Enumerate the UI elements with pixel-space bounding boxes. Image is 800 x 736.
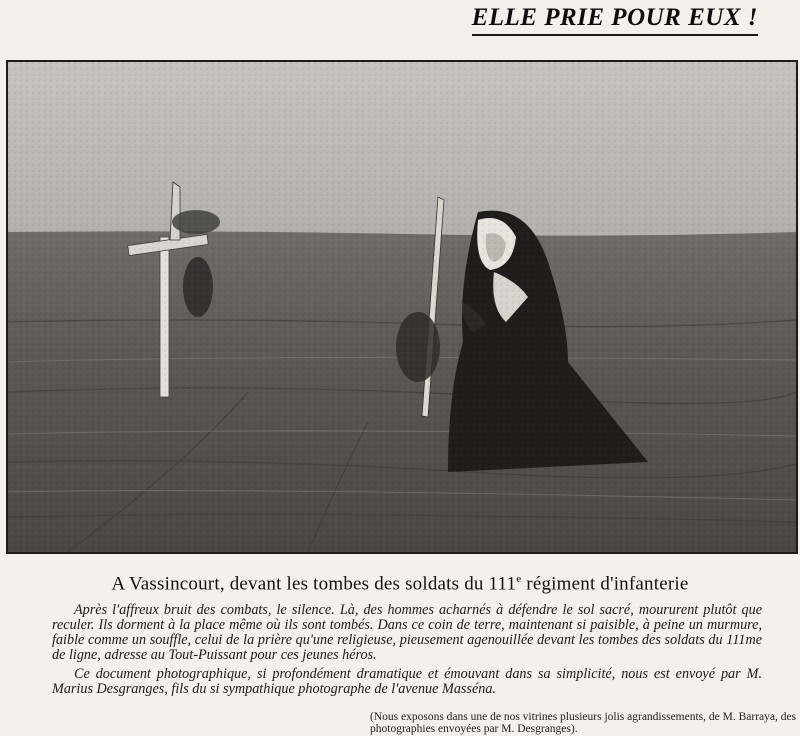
article-body	[52, 603, 762, 697]
photo-caption-title	[0, 573, 800, 595]
caption-title-superscript: e	[516, 573, 522, 585]
photograph	[6, 60, 798, 554]
exhibition-note: (Nous exposons dans une de nos vitrines plusieurs jolis agrandissements, de M. Barraya, des photographies envoyées par M. Desgranges).	[370, 711, 797, 735]
article-paragraph-1: Après l'affreux bruit des combats, le silence. Là, des hommes acharnés à défendre le sol sacré, moururent plutôt que reculer. Ils dorment à la place même où ils sont tombés. Dans ce coin de terre, maintenant si paisible, à peine un murmure, faible comme un souffle, celui de la prière qu'une religieuse, pieusement agenouillée devant les tombes des soldats du 111me de ligne, adresse au Tout-Puissant pour ces jeunes héros.	[52, 602, 762, 663]
nun-praying-at-graves-photo	[8, 62, 796, 552]
headline: ELLE PRIE POUR EUX !	[472, 4, 758, 36]
caption-title-text: A Vassincourt, devant les tombes des soldats du 111	[111, 573, 517, 595]
article-paragraph-2: Ce document photographique, si profondément dramatique et émouvant dans sa simplicité, nous est envoyé par M. Marius Desgranges, fils du si sympathique photographe de l'avenue Masséna.	[52, 666, 762, 697]
caption-title-text-end: régiment d'infanterie	[521, 573, 689, 595]
